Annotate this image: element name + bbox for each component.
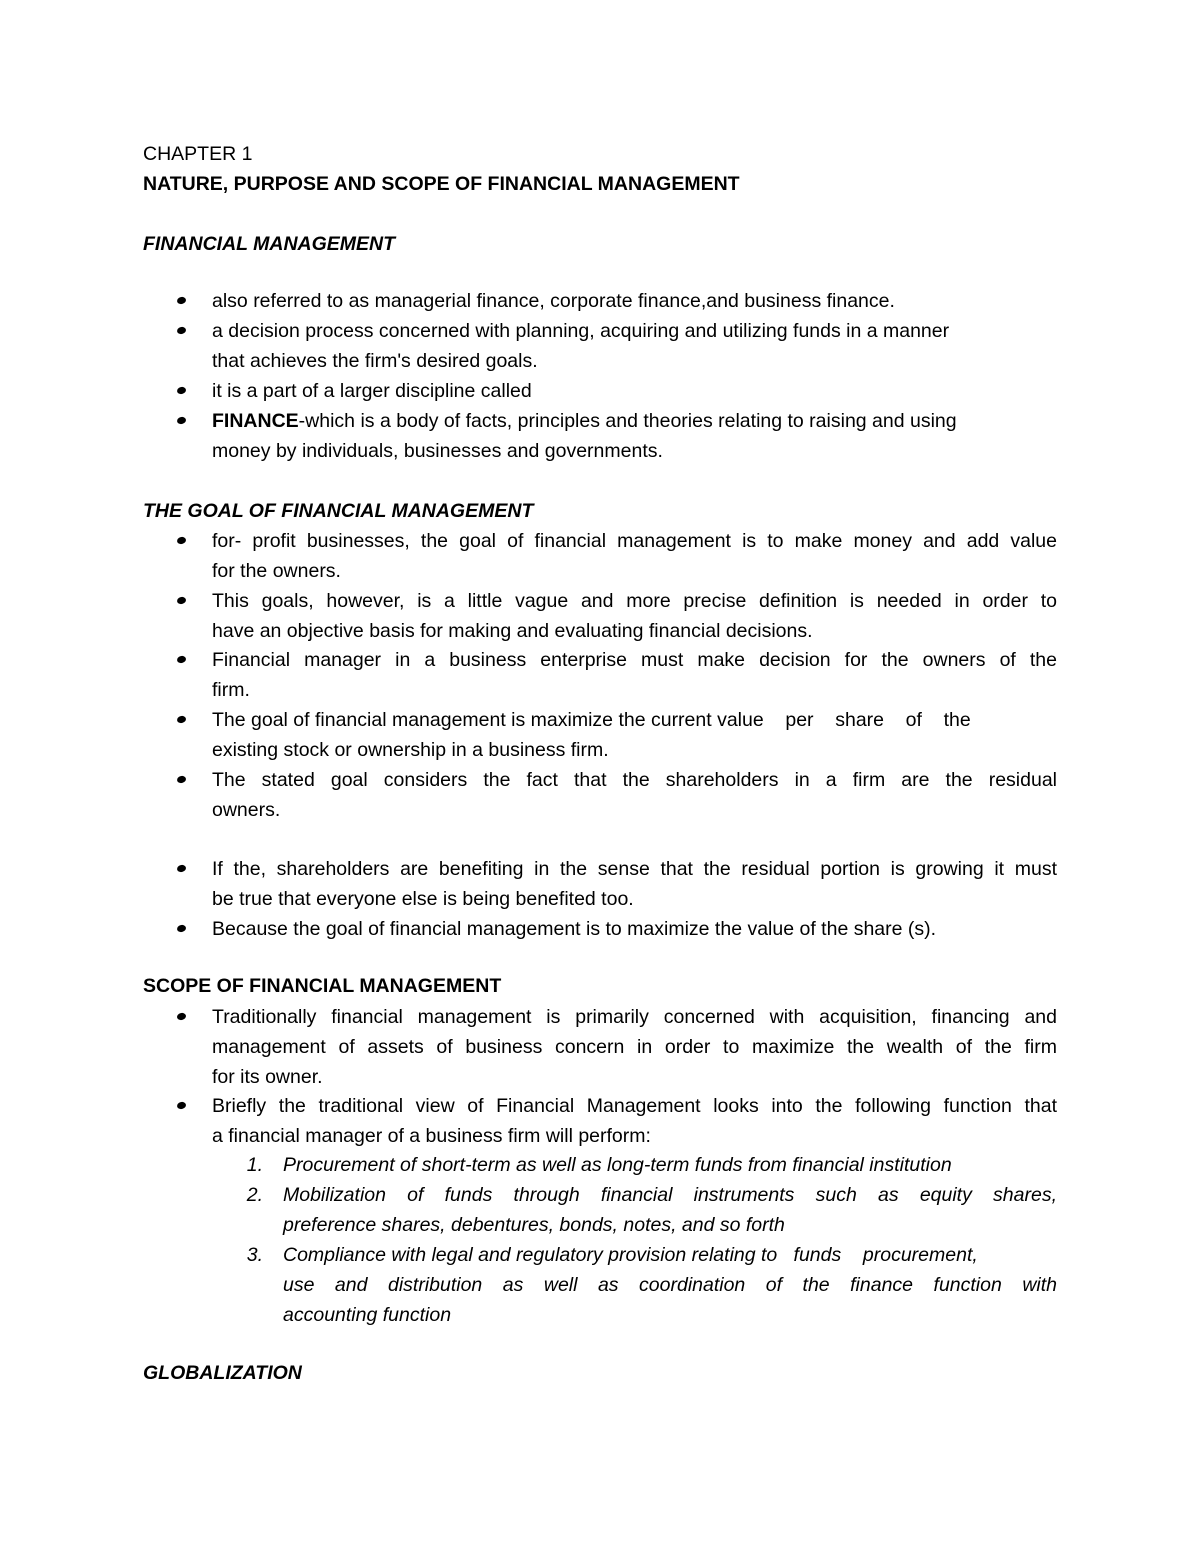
bullet-icon: [176, 596, 186, 605]
bullet-icon: [176, 924, 186, 933]
bullet-icon: [176, 775, 186, 784]
list-item: also referred to as managerial finance, corporate finance,and business finance.: [212, 290, 895, 312]
list-item: it is a part of a larger discipline called: [212, 380, 532, 402]
bullet-icon: [176, 326, 186, 335]
list-item-continued: be true that everyone else is being benefited too.: [212, 888, 634, 910]
document-title: NATURE, PURPOSE AND SCOPE OF FINANCIAL MANAGEMENT: [143, 173, 740, 195]
list-item: If the, shareholders are benefiting in the sense that the residual portion is growing it must: [212, 858, 1057, 880]
list-item: The stated goal considers the fact that the shareholders in a firm are the residual: [212, 769, 1057, 791]
finance-definition: -which is a body of facts, principles and theories relating to raising and using: [298, 410, 957, 432]
function-item: Compliance with legal and regulatory provision relating to funds procurement,: [283, 1244, 978, 1266]
section-heading-goal: THE GOAL OF FINANCIAL MANAGEMENT: [143, 500, 534, 522]
function-number: 3.: [246, 1244, 263, 1266]
bullet-icon: [176, 715, 186, 724]
bullet-icon: [176, 296, 186, 305]
list-item-continued: for the owners.: [212, 560, 341, 582]
section-heading-scope: SCOPE OF FINANCIAL MANAGEMENT: [143, 975, 502, 997]
function-item-continued: accounting function: [283, 1304, 452, 1326]
bullet-icon: [176, 386, 186, 395]
bullet-icon: [176, 864, 186, 873]
list-item: a decision process concerned with planning, acquiring and utilizing funds in a manner: [212, 320, 950, 342]
list-item-continued: have an objective basis for making and evaluating financial decisions.: [212, 620, 813, 642]
function-item: Procurement of short-term as well as long-term funds from financial institution: [283, 1154, 952, 1176]
list-item-continued: for its owner.: [212, 1066, 323, 1088]
bullet-icon: [176, 1101, 186, 1110]
list-item-continued: firm.: [212, 679, 250, 701]
chapter-label: CHAPTER 1: [143, 143, 253, 165]
list-item: Because the goal of financial management is to maximize the value of the share (s).: [212, 918, 937, 940]
function-item-continued: preference shares, debentures, bonds, notes, and so forth: [283, 1214, 785, 1236]
section-heading-financial-management: FINANCIAL MANAGEMENT: [143, 233, 396, 255]
list-item-continued: owners.: [212, 799, 281, 821]
list-item-continued: existing stock or ownership in a business firm.: [212, 739, 609, 761]
list-item-continued: money by individuals, businesses and governments.: [212, 440, 663, 462]
finance-term: FINANCE: [212, 410, 299, 432]
list-item: for- profit businesses, the goal of financial management is to make money and add value: [212, 530, 1057, 552]
bullet-icon: [176, 655, 186, 664]
list-item-continued: that achieves the firm's desired goals.: [212, 350, 538, 372]
function-item: Mobilization of funds through financial instruments such as equity shares,: [283, 1184, 1057, 1206]
list-item: Briefly the traditional view of Financial Management looks into the following function that: [212, 1095, 1057, 1117]
list-item: This goals, however, is a little vague and more precise definition is needed in order to: [212, 590, 1057, 612]
function-item-continued: use and distribution as well as coordination of the finance function with: [283, 1274, 1057, 1296]
list-item-continued: management of assets of business concern in order to maximize the wealth of the firm: [212, 1036, 1057, 1058]
function-number: 2.: [246, 1184, 263, 1206]
list-item: [212, 406, 957, 436]
list-item: The goal of financial management is maximize the current value per share of the: [212, 709, 971, 731]
bullet-icon: [176, 536, 186, 545]
bullet-icon: [176, 1012, 186, 1021]
function-number: 1.: [246, 1154, 263, 1176]
list-item: Traditionally financial management is primarily concerned with acquisition, financing and: [212, 1006, 1057, 1028]
list-item-continued: a financial manager of a business firm will perform:: [212, 1125, 651, 1147]
list-item: Financial manager in a business enterprise must make decision for the owners of the: [212, 649, 1057, 671]
section-heading-globalization: GLOBALIZATION: [143, 1362, 302, 1384]
bullet-icon: [176, 416, 186, 425]
